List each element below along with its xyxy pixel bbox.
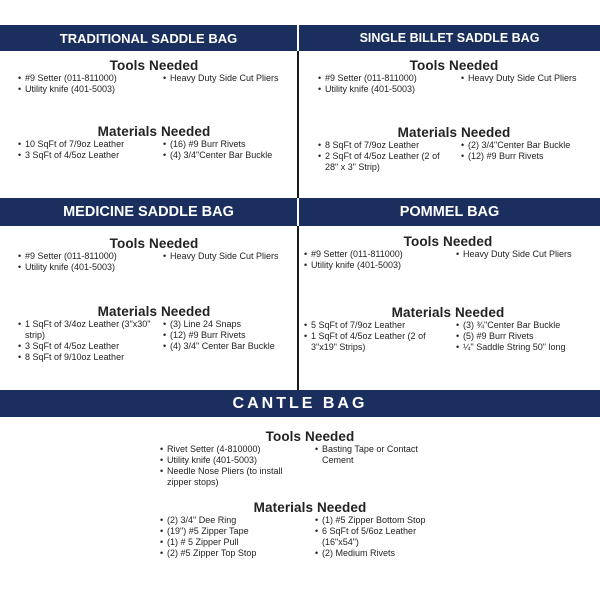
cantle-bag-title: CANTLE BAG [232, 394, 368, 412]
list-item: • #9 Setter (011-811000) [304, 249, 456, 260]
list-item: • (16) #9 Burr Rivets [163, 139, 290, 150]
list-item: • 3 SqFt of 4/5oz Leather [18, 341, 155, 352]
traditional-tools-block [18, 58, 290, 95]
cantle-tools-block [160, 429, 460, 488]
medicine-materials-list-left [18, 319, 155, 363]
list-item: • (4) 3/4"Center Bar Buckle [163, 150, 290, 161]
traditional-materials-heading: Materials Needed [97, 124, 211, 139]
list-item: • Heavy Duty Side Cut Pliers [163, 73, 290, 84]
pommel-materials-heading: Materials Needed [391, 305, 505, 320]
medicine-saddle-bag-title: MEDICINE SADDLE BAG [63, 204, 234, 220]
list-item: • #9 Setter (011-811000) [18, 73, 163, 84]
list-item: • (2) #5 Zipper Top Stop [160, 548, 315, 559]
list-item: • ¼" Saddle String 50" long [456, 342, 592, 353]
list-item: • (3) Line 24 Snaps [163, 319, 290, 330]
single-billet-materials-list-left [318, 140, 453, 173]
list-item: • Utility knife (401-5003) [304, 260, 456, 271]
cantle-bag-header [0, 390, 600, 417]
list-item: • 5 SqFt of 7/9oz Leather [304, 320, 448, 331]
pommel-tools-block [304, 234, 592, 271]
cantle-tools-heading: Tools Needed [265, 429, 355, 444]
list-item: • 1 SqFt of 4/5oz Leather (2 of 3"x19" Strips) [304, 331, 448, 353]
list-item: • Rivet Setter (4-810000) [160, 444, 307, 455]
traditional-materials-block [18, 124, 290, 161]
pommel-tools-list-right [456, 249, 592, 260]
medicine-tools-list-right [163, 251, 290, 262]
list-item: • Needle Nose Pliers (to install zipper stops) [160, 466, 307, 488]
cantle-tools-list-left [160, 444, 307, 488]
list-item: • Basting Tape or Contact Cement [315, 444, 450, 466]
traditional-saddle-bag-header [0, 25, 297, 51]
list-item: • (5) #9 Burr Rivets [456, 331, 592, 342]
medicine-tools-heading: Tools Needed [109, 236, 199, 251]
list-item: • (1) # 5 Zipper Pull [160, 537, 315, 548]
cantle-materials-heading: Materials Needed [253, 500, 367, 515]
traditional-tools-heading: Tools Needed [109, 58, 199, 73]
list-item: • 10 SqFt of 7/9oz Leather [18, 139, 163, 150]
list-item: • (4) 3/4" Center Bar Buckle [163, 341, 290, 352]
list-item: • Heavy Duty Side Cut Pliers [163, 251, 290, 262]
cantle-materials-block [160, 500, 460, 559]
list-item: • (2) Medium Rivets [315, 548, 455, 559]
pommel-tools-list-left [304, 249, 456, 271]
list-item: • (2) 3/4" Dee Ring [160, 515, 315, 526]
list-item: • (12) #9 Burr Rivets [163, 330, 290, 341]
middle-column-divider [297, 226, 299, 390]
medicine-saddle-bag-header [0, 198, 297, 226]
list-item: • (2) 3/4"Center Bar Buckle [461, 140, 590, 151]
list-item: • (19") #5 Zipper Tape [160, 526, 315, 537]
cantle-tools-list-right [315, 444, 450, 466]
list-item: • 1 SqFt of 3/4oz Leather (3"x30" strip) [18, 319, 155, 341]
list-item: • Utility knife (401-5003) [18, 262, 163, 273]
list-item: • #9 Setter (011-811000) [318, 73, 461, 84]
single-billet-saddle-bag-header [299, 25, 600, 51]
cantle-materials-list-left [160, 515, 315, 559]
list-item: • 6 SqFt of 5/6oz Leather (16"x54") [315, 526, 455, 548]
list-item: • 8 SqFt of 9/10oz Leather [18, 352, 155, 363]
list-item: • (1) #5 Zipper Bottom Stop [315, 515, 455, 526]
list-item: • (3) ¾"Center Bar Buckle [456, 320, 592, 331]
traditional-tools-list-left [18, 73, 163, 95]
single-billet-tools-list-left [318, 73, 461, 95]
list-item: • 8 SqFt of 7/9oz Leather [318, 140, 453, 151]
list-item: • 3 SqFt of 4/5oz Leather [18, 150, 163, 161]
single-billet-saddle-bag-title: SINGLE BILLET SADDLE BAG [359, 31, 540, 45]
single-billet-materials-list-right [461, 140, 590, 162]
pommel-bag-header [299, 198, 600, 226]
single-billet-materials-block [318, 125, 590, 173]
list-item: • Utility knife (401-5003) [318, 84, 461, 95]
list-item: • Utility knife (401-5003) [160, 455, 307, 466]
single-billet-tools-list-right [461, 73, 590, 84]
pommel-tools-heading: Tools Needed [403, 234, 493, 249]
list-item: • Heavy Duty Side Cut Pliers [456, 249, 592, 260]
traditional-materials-list-left [18, 139, 163, 161]
medicine-materials-heading: Materials Needed [97, 304, 211, 319]
pommel-bag-title: POMMEL BAG [399, 204, 500, 220]
medicine-materials-block [18, 304, 290, 363]
traditional-tools-list-right [163, 73, 290, 84]
medicine-materials-list-right [163, 319, 290, 352]
list-item: • #9 Setter (011-811000) [18, 251, 163, 262]
pommel-materials-list-left [304, 320, 448, 353]
list-item: • 2 SqFt of 4/5oz Leather (2 of 28" x 3" Strip) [318, 151, 453, 173]
list-item: • Utility knife (401-5003) [18, 84, 163, 95]
single-billet-tools-heading: Tools Needed [409, 58, 499, 73]
pommel-materials-list-right [456, 320, 592, 353]
single-billet-materials-heading: Materials Needed [397, 125, 511, 140]
cantle-materials-list-right [315, 515, 455, 559]
list-item: • (12) #9 Burr Rivets [461, 151, 590, 162]
traditional-materials-list-right [163, 139, 290, 161]
traditional-saddle-bag-title: TRADITIONAL SADDLE BAG [59, 30, 238, 46]
single-billet-tools-block [318, 58, 590, 95]
pommel-materials-block [304, 305, 592, 353]
list-item: • Heavy Duty Side Cut Pliers [461, 73, 590, 84]
medicine-tools-block [18, 236, 290, 273]
top-column-divider [297, 51, 299, 198]
medicine-tools-list-left [18, 251, 163, 273]
